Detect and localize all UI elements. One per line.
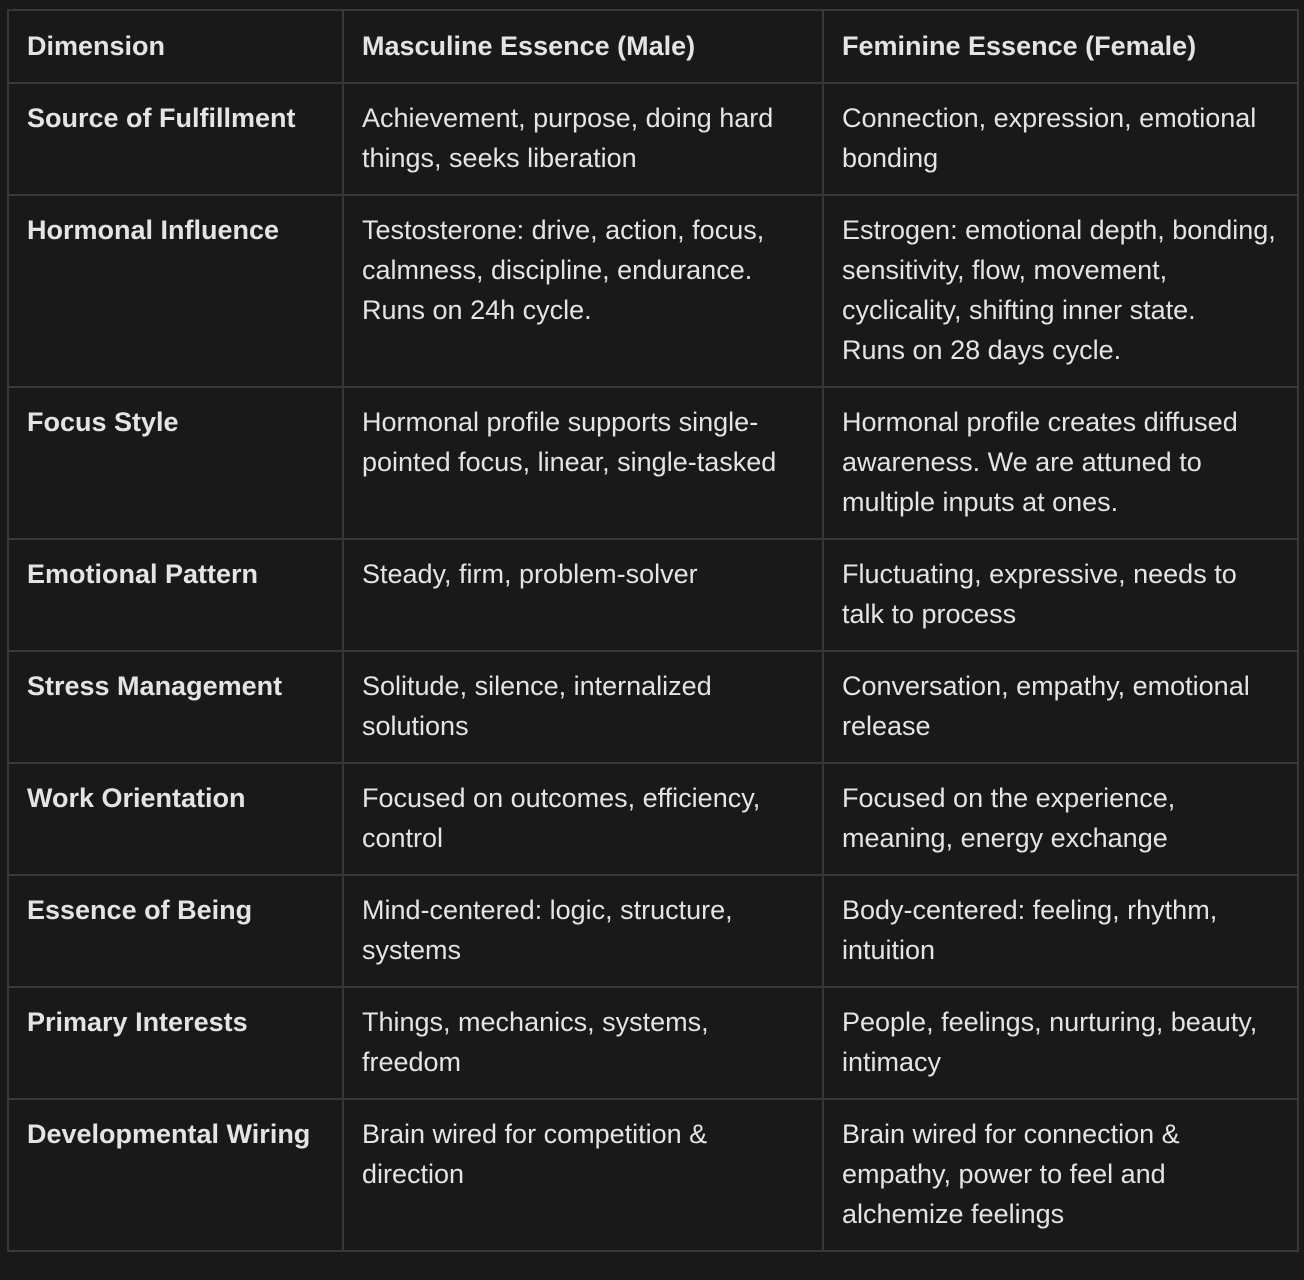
cell-feminine xyxy=(823,83,1298,195)
header-dimension: Dimension xyxy=(8,10,343,83)
table-row xyxy=(8,195,1298,387)
comparison-table xyxy=(7,9,1299,1252)
cell-feminine xyxy=(823,875,1298,987)
cell-feminine xyxy=(823,195,1298,387)
cell-dimension: Stress Management xyxy=(8,651,343,763)
table-row xyxy=(8,1099,1298,1251)
cell-dimension: Focus Style xyxy=(8,387,343,539)
cell-text: Hormonal profile creates diffused awareness. We are attuned to multiple inputs at ones. xyxy=(842,407,1238,517)
cell-text: Estrogen: emotional depth, bonding, sensitivity, flow, movement, cyclicality, shifting inner state. xyxy=(842,215,1276,325)
cell-text: Runs on 28 days cycle. xyxy=(842,335,1122,365)
cell-text: Body-centered: feeling, rhythm, intuition xyxy=(842,895,1218,965)
cell-text: Solitude, silence, internalized solutions xyxy=(362,671,712,741)
cell-masculine xyxy=(343,651,823,763)
cell-text: Focused on the experience, meaning, energy exchange xyxy=(842,783,1176,853)
cell-dimension: Work Orientation xyxy=(8,763,343,875)
cell-text: Mind-centered: logic, structure, systems xyxy=(362,895,733,965)
table-row xyxy=(8,83,1298,195)
header-masculine: Masculine Essence (Male) xyxy=(343,10,823,83)
comparison-table-container xyxy=(7,9,1297,1252)
cell-text: Brain wired for competition & direction xyxy=(362,1119,708,1189)
cell-dimension: Source of Fulfillment xyxy=(8,83,343,195)
cell-masculine xyxy=(343,83,823,195)
table-header-row xyxy=(8,10,1298,83)
cell-feminine xyxy=(823,651,1298,763)
header-feminine: Feminine Essence (Female) xyxy=(823,10,1298,83)
cell-masculine xyxy=(343,539,823,651)
table-row xyxy=(8,539,1298,651)
cell-text: Connection, expression, emotional bonding xyxy=(842,103,1257,173)
cell-text: Focused on outcomes, efficiency, control xyxy=(362,783,761,853)
cell-dimension: Primary Interests xyxy=(8,987,343,1099)
cell-text: Fluctuating, expressive, needs to talk to process xyxy=(842,559,1237,629)
cell-dimension: Emotional Pattern xyxy=(8,539,343,651)
cell-dimension: Essence of Being xyxy=(8,875,343,987)
cell-text: Testosterone: drive, action, focus, calmness, discipline, endurance. xyxy=(362,215,765,285)
cell-masculine xyxy=(343,763,823,875)
table-row xyxy=(8,651,1298,763)
cell-text: Brain wired for connection & empathy, power to feel and alchemize feelings xyxy=(842,1119,1180,1229)
cell-feminine xyxy=(823,387,1298,539)
cell-masculine xyxy=(343,875,823,987)
table-row xyxy=(8,763,1298,875)
cell-feminine xyxy=(823,1099,1298,1251)
table-body xyxy=(8,83,1298,1251)
cell-feminine xyxy=(823,987,1298,1099)
cell-feminine xyxy=(823,763,1298,875)
cell-text: Things, mechanics, systems, freedom xyxy=(362,1007,709,1077)
cell-feminine xyxy=(823,539,1298,651)
cell-text: Hormonal profile supports single-pointed focus, linear, single-tasked xyxy=(362,407,777,477)
cell-text: Conversation, empathy, emotional release xyxy=(842,671,1250,741)
cell-text: Steady, firm, problem-solver xyxy=(362,559,698,589)
cell-dimension: Hormonal Influence xyxy=(8,195,343,387)
cell-text: Runs on 24h cycle. xyxy=(362,295,592,325)
cell-masculine xyxy=(343,987,823,1099)
table-row xyxy=(8,987,1298,1099)
cell-dimension: Developmental Wiring xyxy=(8,1099,343,1251)
cell-text: People, feelings, nurturing, beauty, intimacy xyxy=(842,1007,1258,1077)
cell-masculine xyxy=(343,195,823,387)
cell-text: Achievement, purpose, doing hard things, seeks liberation xyxy=(362,103,774,173)
table-row xyxy=(8,875,1298,987)
cell-masculine xyxy=(343,387,823,539)
cell-masculine xyxy=(343,1099,823,1251)
table-row xyxy=(8,387,1298,539)
